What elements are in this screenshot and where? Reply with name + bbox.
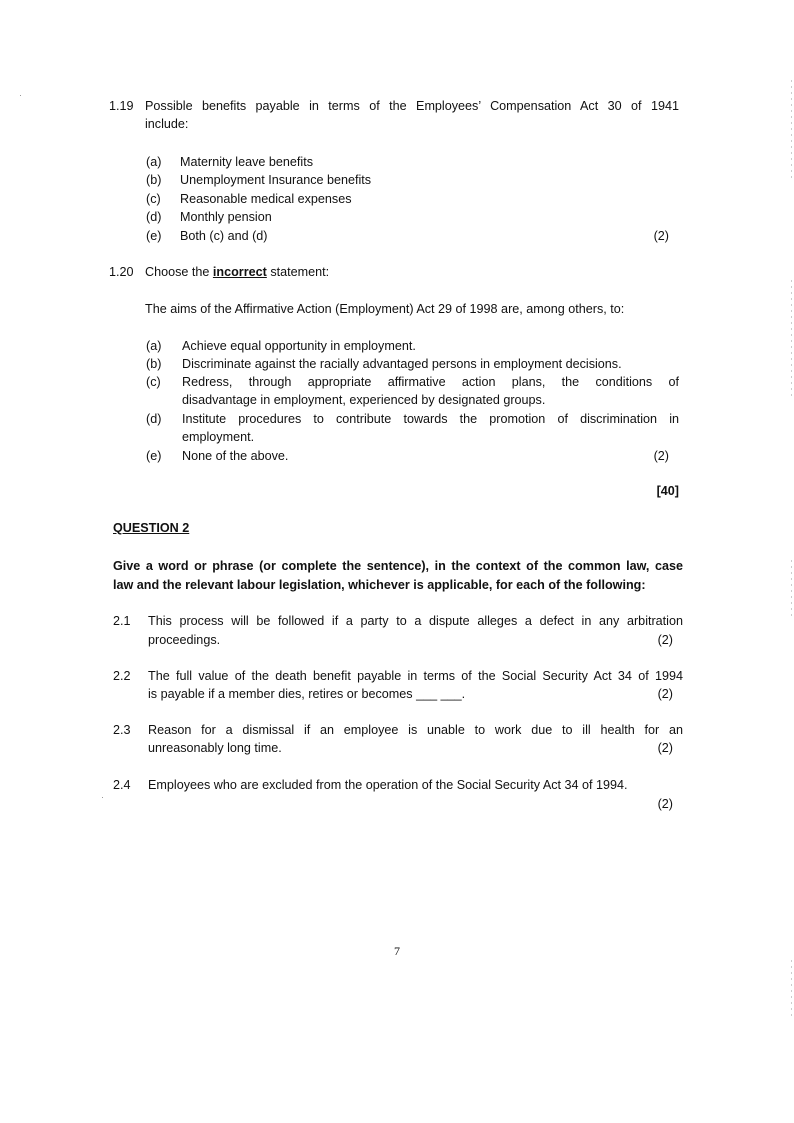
question-text: include: [145, 117, 189, 131]
question-number: 1.19 [109, 99, 134, 113]
instruction: Give a word or phrase (or complete the sentence), in the context of the common law, case [113, 559, 683, 573]
question-number: 2.4 [113, 778, 131, 792]
option-text: Achieve equal opportunity in employment. [182, 339, 416, 353]
option-text: Discriminate against the racially advantaged persons in employment decisions. [182, 357, 622, 371]
question-text: proceedings. [148, 633, 221, 647]
question-number: 1.20 [109, 265, 134, 279]
instruction: law and the relevant labour legislation, whichever is applicable, for each of the following: [113, 578, 646, 592]
option-text: None of the above. [182, 449, 289, 463]
marks: (2) [653, 229, 669, 243]
question-text [145, 264, 329, 280]
option-text: Monthly pension [180, 210, 272, 224]
option-text: Maternity leave benefits [180, 155, 314, 169]
option-text: Unemployment Insurance benefits [180, 173, 372, 187]
option-text-cont: employment. [182, 430, 255, 444]
option-label: (c) [146, 192, 161, 206]
question-number: 2.1 [113, 614, 131, 628]
option-label: (b) [146, 357, 162, 371]
section-heading: QUESTION 2 [113, 521, 190, 535]
option-label: (c) [146, 375, 161, 389]
option-label: (e) [146, 229, 162, 243]
emphasis: incorrect [212, 265, 267, 279]
question-text: Employees who are excluded from the operation of the Social Security Act 34 of 1994. [148, 778, 628, 792]
option-label: (d) [146, 412, 162, 426]
marks: (2) [657, 741, 673, 755]
option-label: (b) [146, 173, 162, 187]
option-label: (e) [146, 449, 162, 463]
option-text: Reasonable medical expenses [180, 192, 352, 206]
option-label: (a) [146, 155, 162, 169]
question-text: The full value of the death benefit payable in terms of the Social Security Act 34 of 1994 [148, 669, 683, 683]
option-text: Institute procedures to contribute towards the promotion of discrimination in [182, 412, 679, 426]
question-text: is payable if a member dies, retires or becomes ___ ___. [148, 687, 466, 701]
marks: (2) [657, 797, 673, 811]
option-text: Redress, through appropriate affirmative action plans, the conditions of [182, 375, 679, 389]
option-text-cont: disadvantage in employment, experienced by designated groups. [182, 393, 546, 407]
marks: (2) [653, 449, 669, 463]
question-stem: The aims of the Affirmative Action (Employment) Act 29 of 1998 are, among others, to: [145, 302, 625, 316]
suffix: statement: [270, 265, 330, 279]
section-total: [40] [656, 484, 679, 498]
question-number: 2.2 [113, 669, 131, 683]
question-text: Possible benefits payable in terms of the Employees’ Compensation Act 30 of 1941 [145, 99, 679, 113]
marks: (2) [657, 633, 673, 647]
marks: (2) [657, 687, 673, 701]
question-text: This process will be followed if a party to a dispute alleges a defect in any arbitration [148, 614, 683, 628]
question-number: 2.3 [113, 723, 131, 737]
option-label: (d) [146, 210, 162, 224]
option-text: Both (c) and (d) [180, 229, 268, 243]
option-label: (a) [146, 339, 162, 353]
prefix: Choose the [145, 265, 210, 279]
page-number: 7 [394, 944, 400, 958]
question-text: unreasonably long time. [148, 741, 282, 755]
question-text: Reason for a dismissal if an employee is unable to work due to ill health for an [148, 723, 683, 737]
